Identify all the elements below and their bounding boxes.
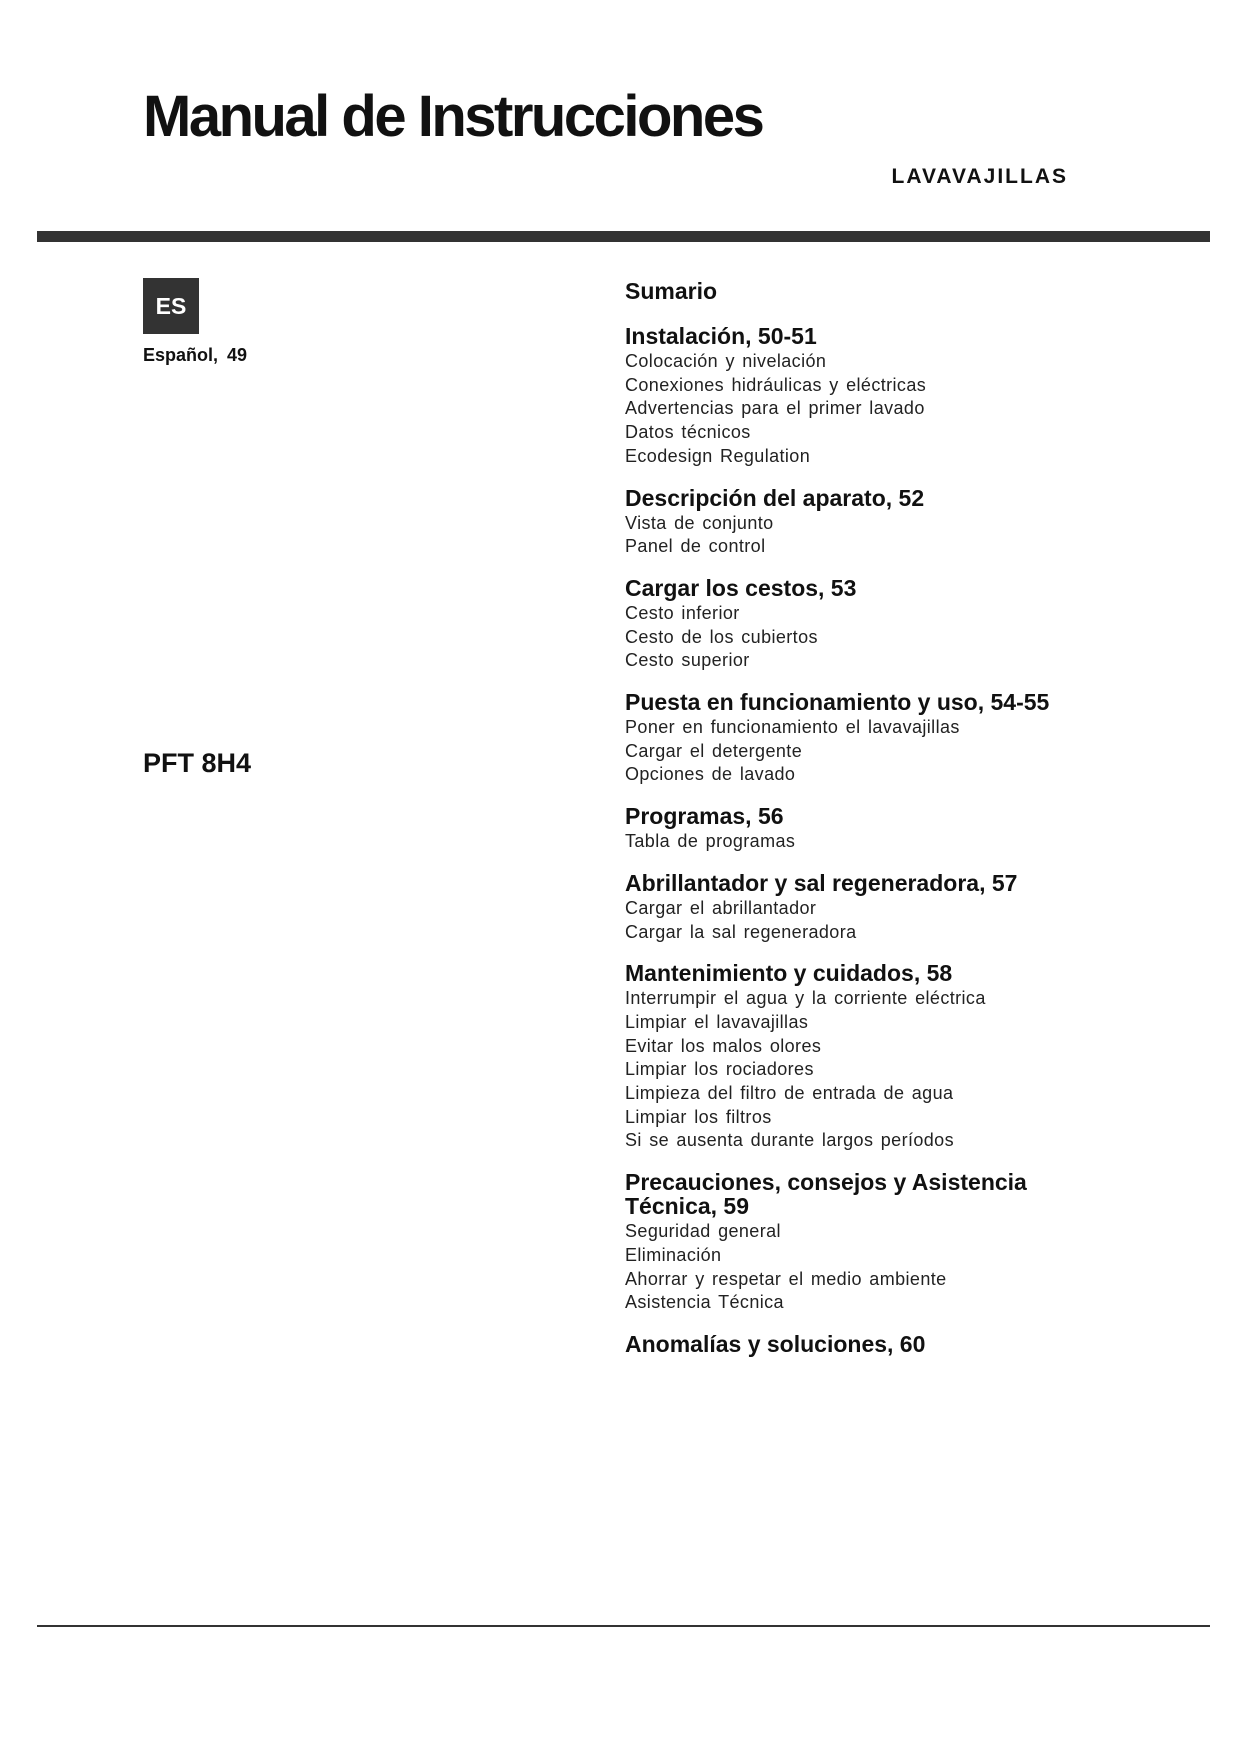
toc-section-heading: Abrillantador y sal regeneradora, 57 bbox=[625, 869, 1018, 896]
toc-item: Ahorrar y respetar el medio ambiente bbox=[625, 1268, 947, 1289]
page-title: Manual de Instrucciones bbox=[143, 84, 763, 149]
toc-item: Cargar el abrillantador bbox=[625, 897, 817, 918]
toc-item: Conexiones hidráulicas y eléctricas bbox=[625, 374, 927, 395]
toc-item-list bbox=[625, 1220, 1185, 1315]
toc-section-heading: Anomalías y soluciones, 60 bbox=[625, 1330, 926, 1357]
toc-section-heading: Instalación, 50-51 bbox=[625, 323, 817, 349]
toc-item-list bbox=[625, 602, 1185, 673]
toc-section-heading: Programas, 56 bbox=[625, 803, 784, 830]
toc-item: Panel de control bbox=[625, 536, 766, 557]
toc-item: Cargar la sal regeneradora bbox=[625, 921, 857, 942]
toc-item: Ecodesign Regulation bbox=[625, 445, 811, 466]
product-category: LAVAVAJILLAS bbox=[891, 165, 1068, 188]
toc-item: Cesto inferior bbox=[625, 602, 740, 623]
toc-item: Asistencia Técnica bbox=[625, 1292, 784, 1313]
table-of-contents bbox=[625, 276, 1185, 1373]
toc-item: Limpiar el lavavajillas bbox=[625, 1011, 809, 1032]
toc-item: Tabla de programas bbox=[625, 831, 796, 852]
toc-section bbox=[625, 1170, 1185, 1315]
language-badge: ES bbox=[143, 278, 199, 334]
toc-section-heading: Cargar los cestos, 53 bbox=[625, 574, 857, 601]
toc-item: Si se ausenta durante largos períodos bbox=[625, 1130, 954, 1151]
toc-item: Cargar el detergente bbox=[625, 740, 803, 761]
toc-item: Opciones de lavado bbox=[625, 764, 796, 785]
toc-item: Seguridad general bbox=[625, 1221, 781, 1242]
toc-item: Limpiar los filtros bbox=[625, 1106, 772, 1127]
toc-section bbox=[625, 804, 1185, 854]
toc-section bbox=[625, 1332, 1185, 1356]
toc-item-list bbox=[625, 897, 1185, 944]
toc-section bbox=[625, 871, 1185, 944]
toc-item-list bbox=[625, 350, 1185, 469]
toc-item: Cesto superior bbox=[625, 650, 750, 671]
toc-item: Interrumpir el agua y la corriente eléctrica bbox=[625, 988, 986, 1009]
toc-section bbox=[625, 961, 1185, 1153]
toc-section-heading: Puesta en funcionamiento y uso, 54-55 bbox=[625, 689, 1050, 716]
toc-item-list bbox=[625, 716, 1185, 787]
toc-item: Cesto de los cubiertos bbox=[625, 626, 818, 647]
model-number: PFT 8H4 bbox=[143, 748, 252, 778]
toc-item-list bbox=[625, 830, 1185, 854]
toc-item: Poner en funcionamiento el lavavajillas bbox=[625, 717, 960, 738]
toc-title: Sumario bbox=[625, 278, 718, 304]
toc-sections bbox=[625, 324, 1185, 1356]
top-divider bbox=[37, 231, 1210, 242]
language-label: Español, 49 bbox=[143, 345, 248, 365]
toc-section bbox=[625, 690, 1185, 787]
toc-section bbox=[625, 576, 1185, 673]
toc-item: Limpieza del filtro de entrada de agua bbox=[625, 1083, 954, 1104]
bottom-divider bbox=[37, 1625, 1210, 1627]
toc-section-heading: Mantenimiento y cuidados, 58 bbox=[625, 960, 953, 987]
toc-section-heading: Descripción del aparato, 52 bbox=[625, 484, 925, 511]
toc-item: Evitar los malos olores bbox=[625, 1035, 822, 1056]
toc-item: Limpiar los rociadores bbox=[625, 1059, 814, 1080]
toc-item-list bbox=[625, 987, 1185, 1153]
toc-item-list bbox=[625, 512, 1185, 559]
toc-item: Vista de conjunto bbox=[625, 512, 774, 533]
toc-item: Eliminación bbox=[625, 1244, 722, 1265]
toc-section bbox=[625, 324, 1185, 469]
toc-item: Datos técnicos bbox=[625, 422, 751, 443]
toc-section-heading: Precauciones, consejos y Asistencia Técnica, 59 bbox=[625, 1169, 1027, 1220]
toc-item: Advertencias para el primer lavado bbox=[625, 398, 925, 419]
toc-section bbox=[625, 486, 1185, 559]
toc-item: Colocación y nivelación bbox=[625, 351, 827, 371]
